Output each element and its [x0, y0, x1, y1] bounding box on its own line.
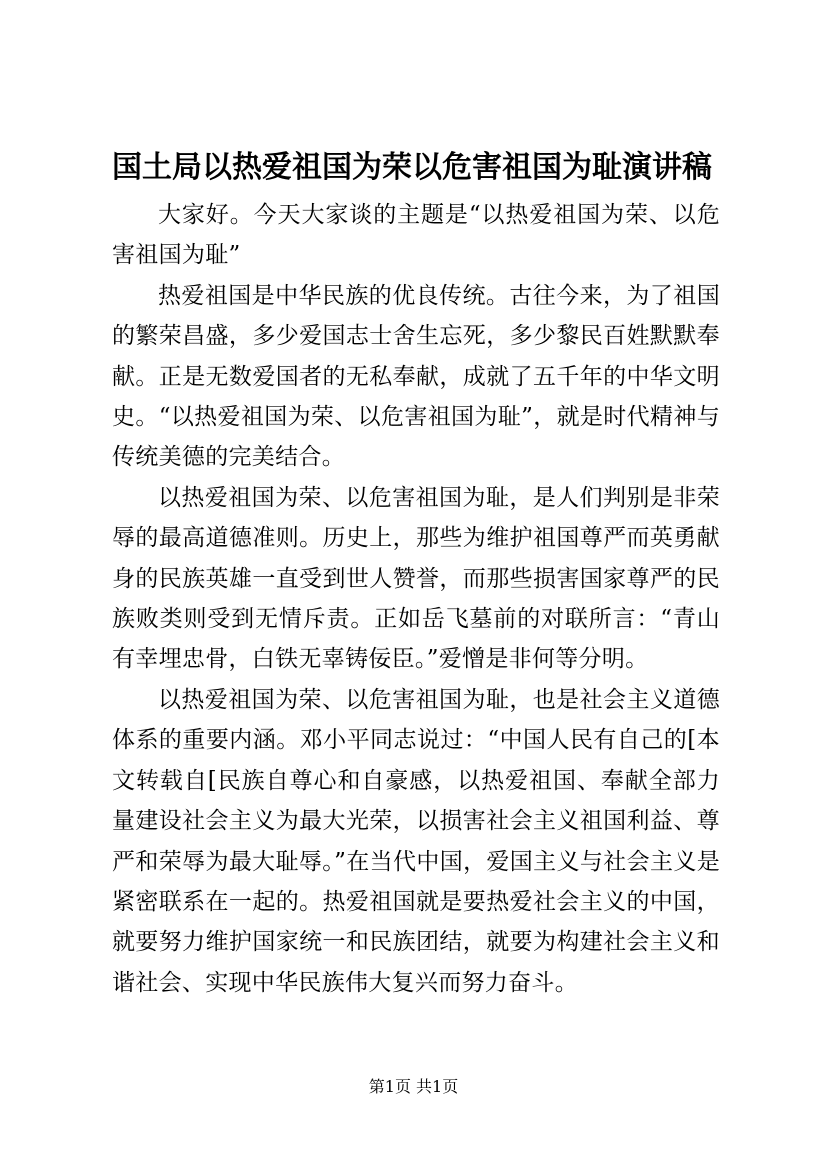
paragraph-tradition: 热爱祖国是中华民族的优良传统。古往今来，为了祖国的繁荣昌盛，多少爱国志士舍生忘死，多少黎民百姓默默奉献。正是无数爱国者的无私奉献，成就了五千年的中华文明史。“以热爱祖国为荣、以危害祖国为耻”，就是时代精神与传统美德的完美结合。: [112, 282, 720, 471]
document-body: [112, 195, 720, 1003]
paragraph-greeting: 大家好。今天大家谈的主题是“以热爱祖国为荣、以危害祖国为耻”: [112, 202, 720, 269]
page-footer: 第1页 共1页: [368, 1077, 459, 1096]
paragraph-socialist-morality: 以热爱祖国为荣、以危害祖国为耻，也是社会主义道德体系的重要内涵。邓小平同志说过：“中国人民有自己的[本文转载自[民族自尊心和自豪感，以热爱祖国、奉献全部力量建设社会主义为最大光荣，以损害社会主义祖国利益、尊严和荣辱为最大耻辱。”在当代中国，爱国主义与社会主义是紧密联系在一起的。热爱祖国就是要热爱社会主义的中国，就要努力维护国家统一和民族团结，就要为构建社会主义和谐社会、实现中华民族伟大复兴而努力奋斗。: [112, 686, 720, 996]
paragraph-moral-standard: 以热爱祖国为荣、以危害祖国为耻，是人们判别是非荣辱的最高道德准则。历史上，那些为维护祖国尊严而英勇献身的民族英雄一直受到世人赞誉，而那些损害国家尊严的民族败类则受到无情斥责。正如岳飞墓前的对联所言：“青山有幸埋忠骨，白铁无辜铸佞臣。”爱憎是非何等分明。: [112, 484, 720, 673]
document-title: 国土局以热爱祖国为荣以危害祖国为耻演讲稿: [112, 150, 712, 185]
